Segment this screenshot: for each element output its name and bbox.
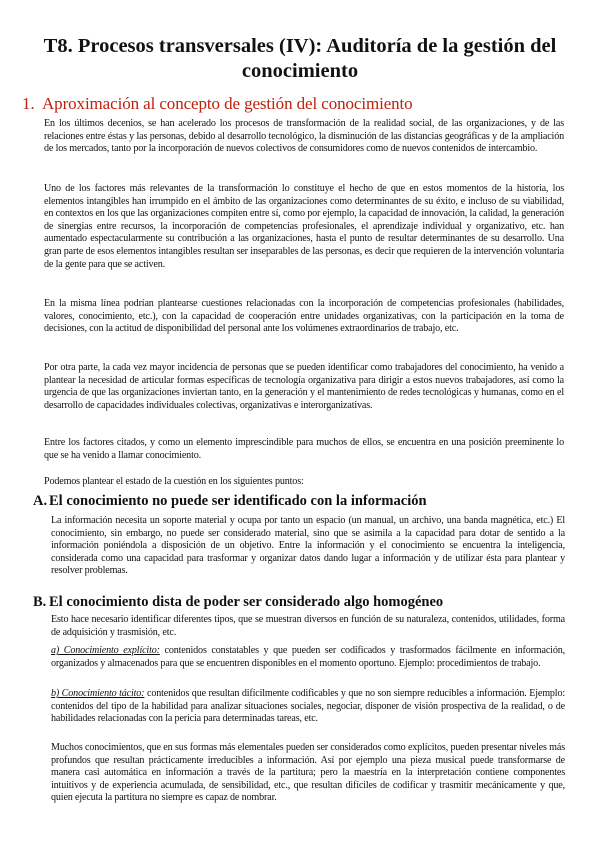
document-title-line-2: conocimiento <box>241 60 359 82</box>
paragraph-6: Podemos plantear el estado de la cuestión en los siguientes puntos: <box>44 476 304 487</box>
section-heading <box>22 94 582 114</box>
paragraph-4: Por otra parte, la cada vez mayor incidencia de personas que se pueden identificar como trabajadores del conocimiento, ha venido a plantear la necesidad de articular formas específicas de tecnología organizativa para dirigir a estos nuevos trabajadores, así como la urgencia de que las organizaciones inviertan tanto, en la generación y el mantenimiento de redes tecnológicas y humanas, como en el desarrollo de capacidades individuales colectivas, organizativas e interorganizativas. <box>44 362 564 411</box>
explicit-knowledge-item <box>51 645 565 670</box>
subsection-a-heading <box>33 493 573 510</box>
document-title <box>20 34 580 84</box>
section-title: Aproximación al concepto de gestión del conocimiento <box>42 94 413 113</box>
subsection-a-text: La información necesita un soporte material y ocupa por tanto un espacio (un manual, un archivo, una banda magnética, etc.) El conocimiento, sin embargo, no puede ser considerado material, sino que se asimila a la capacidad para dotar de sentido a la información poniéndola a disposición de un objetivo. Entre la información y el conocimiento se encuentra la inteligencia, considerada como una capacidad para trasformar y organizar datos dando lugar a información y de utilizar ésta para plantear y resolver problemas. <box>51 515 565 577</box>
tacit-knowledge-text: contenidos que resultan difícilmente codificables y que no son siempre reducibles a información. Ejemplo: contenidos del tipo de la habilidad para analizar situaciones sociales, negociar, disponer de visión prospectiva de la realidad, o de habilidades relacionadas con la pericia para determinadas tareas, etc. <box>51 688 566 725</box>
subsection-b-heading <box>33 594 573 611</box>
tacit-knowledge-item <box>51 688 565 726</box>
paragraph-1: En los últimos decenios, se han acelerado los procesos de transformación de la realidad social, de las organizaciones, y de las relaciones entre éstas y las personas, debido al desarrollo tecnológico, la disminución de las distancias geográficas y de la ampliación de los mercados, tanto por la incorporación de nuevos colectivos de consumidores como de nuevos contenidos de intercambio. <box>44 118 564 155</box>
subsection-a-title: El conocimiento no puede ser identificado con la información <box>49 493 427 509</box>
explicit-knowledge-label: a) Conocimiento explícito: <box>51 645 160 656</box>
paragraph-2: Uno de los factores más relevantes de la transformación lo constituye el hecho de que en estos momentos de la historia, los elementos intangibles han irrumpido en el ámbito de las organizaciones como determinantes de su éxito, e incluso de su viabilidad, en contextos en los que las organizaciones compiten entre sí, como por ejemplo, la capacidad de innovación, la calidad, la generación de sinergias entre recursos, la incorporación de competencias profesionales, el aprendizaje individual y organizativo, etc. han aumentado espectacularmente su contribución a las organizaciones, hasta el punto de resultar determinantes de su desarrollo. Una gran parte de esos elementos intangibles resultan ser inseparables de las personas, es decir que requieren de la intervención voluntaria de la gente para que se activen. <box>44 183 564 270</box>
explicit-knowledge-text: contenidos constatables y que pueden ser codificados y trasformados fácilmente en información, organizados y almacenados para que se encuentren disponibles en el momento oportuno. Ejemplo: procedimientos de trabajo. <box>51 645 565 669</box>
paragraph-3: En la misma línea podrían plantearse cuestiones relacionadas con la incorporación de competencias profesionales (habilidades, valores, conocimiento, etc.), con la capacidad de cooperación entre unidades organizativas, con la participación en la toma de decisiones, con la actitud de disponibilidad del personal ante los volúmenes extraordinarios de trabajo, etc. <box>44 298 564 335</box>
subsection-b-intro: Esto hace necesario identificar diferentes tipos, que se muestran diversos en función de su naturaleza, contenidos, utilidades, forma de adquisición y trasmisión, etc. <box>51 614 565 638</box>
document-title-line-1: T8. Procesos transversales (IV): Auditoría de la gestión del <box>43 35 557 57</box>
paragraph-5: Entre los factores citados, y como un elemento imprescindible para muchos de ellos, se encuentra en una posición preeminente lo que se ha venido a llamar conocimiento. <box>44 437 564 461</box>
section-number: 1. <box>22 94 35 113</box>
subsection-a-letter: A. <box>33 493 48 509</box>
tacit-knowledge-label: b) Conocimiento tácito: <box>51 688 145 699</box>
subsection-b-closing: Muchos conocimientos, que en sus formas más elementales pueden ser considerados como explícitos, pueden presentar niveles más profundos que resultan prácticamente irreducibles a información. Así por ejemplo una pieza musical puede transformarse de manera casi automática en información a través de la partitura; pero la maestría en la interpretación contiene componentes intuitivos y de experiencia acumulada, de sensibilidad, etc., que resultan difíciles de codificar y trasmitir mecánicamente y que, quien ejecuta la partitura no siempre es capaz de nombrar. <box>51 742 565 804</box>
subsection-b-title: El conocimiento dista de poder ser considerado algo homogéneo <box>49 594 444 610</box>
subsection-b-letter: B. <box>33 594 47 610</box>
